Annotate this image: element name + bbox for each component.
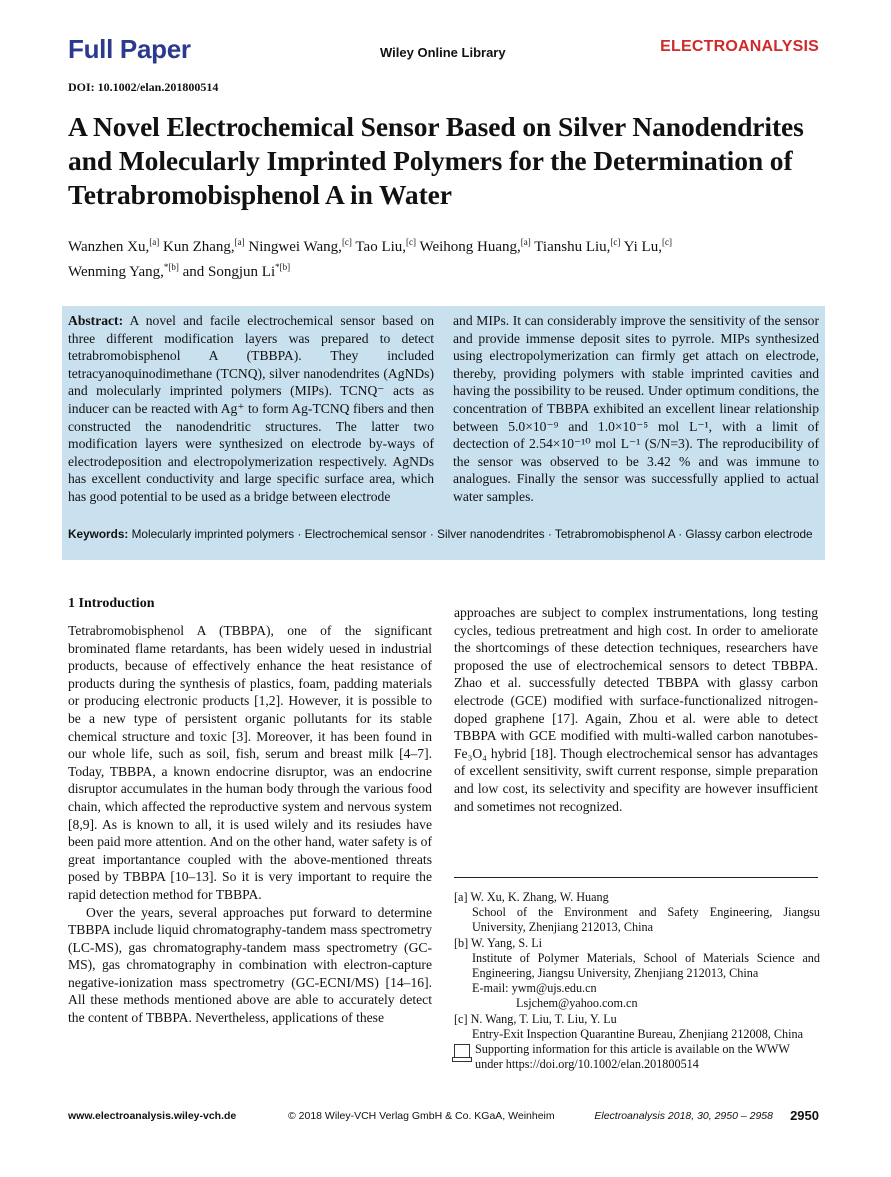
body-column-1	[68, 622, 432, 1027]
footer-website: www.electroanalysis.wiley-vch.de	[68, 1110, 237, 1122]
abstract-column-1	[68, 312, 434, 506]
author: Wanzhen Xu,[a]	[68, 237, 160, 255]
paragraph: approaches are subject to complex instrumentations, long testing cycles, tedious pretreatment and high cost. In order to ameliorate the shortcomings of these detection techniques, researchers have proposed the use of electrochemical sensors to detect TBBPA. Zhao et al. successfully detected TBBPA with glassy carbon electrode (GCE) modified with surface-functionalized nitrogen-doped graphene [17]. Again, Zhou et al. were able to detect TBBPA with GCE modified with multi-walled carbon nanotubes-Fe₃O₄ hybrid [18]. Though electrochemical sensor has advantages of excellent sensitivity, swift current response, simple preparation and low cost, its selectivity and specifity are however insufficient and sometimes not recognized.	[454, 605, 818, 814]
email: E-mail: ywm@ujs.edu.cn	[472, 981, 597, 996]
abstract-column-2: and MIPs. It can considerably improve the sensitivity of the sensor and provide immense deposit sites to pyrrole. MIPs synthesized using electropolymerization can firmly get attach on electrode, thereby, providing polymers with stable imprinted cavities and having the possibility to be reused. Under optimum conditions, the concentration of TBBPA exhibited an excellent linear relationship between 5.0×10⁻⁹ and 1.0×10⁻⁵ mol L⁻¹, with a limit of dectection of 2.54×10⁻¹⁰ mol L⁻¹ (S/N=3). The reproducibility of the sensor was observed to be 3.42 % and was immune to analogues. Finally the sensor was successfully applied to actual water samples.	[453, 313, 819, 504]
affiliation-a: [a] W. Xu, K. Zhang, W. Huang School of the Environment and Safety Engineering, Jiangsu University, Zhenjiang 212013, China	[454, 890, 820, 935]
keywords-text: Molecularly imprinted polymers · Electrochemical sensor · Silver nanodendrites · Tetrabromobisphenol A · Glassy carbon electrode	[131, 527, 813, 541]
abstract-text: A novel and facile electrochemical sensor based on three different modification layers was prepared to detect tetrabromobisphenol A (TBBPA). They included tetracyanoquinodimethane (TCNQ), silver nanodendrites (AgNDs) and molecularly imprinted polymers (MIPs). TCNQ⁻ acts as inducer can be reacted with Ag⁺ to form Ag-TCNQ fibers and then constructed the nanodendritic structures. The latter two modification layers were synthesized on electrode by-ways of electrodeposition and electropolymerization respectively. AgNDs has excellent conductivity and large specific surface area, which has good potential to be used as a bridge between electrode	[68, 313, 434, 504]
author: Weihong Huang,[a]	[419, 237, 531, 255]
computer-icon	[454, 1044, 470, 1059]
affiliation-c: [c] N. Wang, T. Liu, T. Liu, Y. Lu Entry-Exit Inspection Quarantine Bureau, Zhenjiang 212008, China	[454, 1011, 804, 1041]
footer-citation: Electroanalysis 2018, 30, 2950 – 2958	[594, 1110, 773, 1122]
abstract-label: Abstract:	[68, 313, 124, 328]
affiliations	[454, 890, 820, 1072]
footer-copyright: © 2018 Wiley-VCH Verlag GmbH & Co. KGaA, Weinheim	[288, 1110, 555, 1122]
author: and Songjun $Li^{*[b]}$	[182, 262, 291, 280]
paragraph: Tetrabromobisphenol A (TBBPA), one of the significant brominated flame retardants, has been widely uesed in industrial products, because of effectively enhance the heat resistance of products during the synthesis of plastics, foam, padding materials or producing electronic products [1,2]. However, it is possible to be a new type of persistent organic pollutants for its stable chemical structure and toxic [3]. Moreover, it has been found in our whole life, such as soil, fish, serum and breast milk [4–7]. Today, TBBPA, a known endocrine disruptor, was an endocrine disruptor accumulates in the human body through the various food chain, which affected the reproductive system and nervous system [8,9]. As is known to all, it is used wilely and its resiudes have been paid more attention. And on the other hand, water safety is of great importantance coupled with the above-mentioned threats posed by TBBPA [10–13]. So it is very important to require the rapid detection method for TBBPA.	[68, 623, 432, 902]
doi: DOI: 10.1002/elan.201800514	[68, 80, 219, 94]
email: Lsjchem@yahoo.com.cn	[516, 996, 638, 1011]
keywords	[68, 527, 820, 542]
supporting-info-text: Supporting information for this article is available on the WWW under https://doi.org/10.1002/elan.201800514	[475, 1042, 790, 1072]
author: Wenming Yang,$^{*[b]}$	[68, 262, 179, 280]
footnote-divider	[454, 877, 818, 878]
supporting-info	[454, 1042, 820, 1072]
journal-name: ELECTROANALYSIS	[660, 38, 819, 55]
section-heading: 1 Introduction	[68, 596, 155, 611]
author-list	[68, 232, 828, 282]
affiliation-b: [b] W. Yang, S. Li Institute of Polymer Materials, School of Materials Science and Engineering, Jiangsu University, Zhenjiang 212013, China E-mail: ywm@ujs.edu.cn Lsjchem@yahoo.com.cn	[454, 935, 820, 1011]
paragraph: Over the years, several approaches put forward to determine TBBPA include liquid chromatography-tandem mass spectrometry (LC-MS), gas chromatography-tandem mass spectrometry (GC-MS), gas chromatography in combination with electron-capture negative-ionization mass spectrometry (GC-ECNI/MS) [14–16]. All these methods mentioned above are able to accurately detect the content of TBBPA. Nevertheless, applications of these	[68, 904, 432, 1026]
paper-title: A Novel Electrochemical Sensor Based on Silver Nanodendrites and Molecularly Imprinted Polymers for the Determination of Tetrabromobisphenol A in Water	[68, 111, 804, 210]
author: Kun Zhang,[a]	[163, 237, 245, 255]
author: Yi Lu,[c]	[623, 237, 672, 255]
author: Ningwei Wang,[c]	[248, 237, 352, 255]
author: Tianshu Liu,[c]	[534, 237, 621, 255]
body-column-2	[454, 604, 818, 815]
page-number: 2950	[790, 1108, 819, 1123]
keywords-label: Keywords:	[68, 527, 129, 541]
publisher-library-label: Wiley Online Library	[380, 45, 506, 60]
author: Tao Liu,[c]	[355, 237, 417, 255]
section-label: Full Paper	[68, 34, 191, 64]
